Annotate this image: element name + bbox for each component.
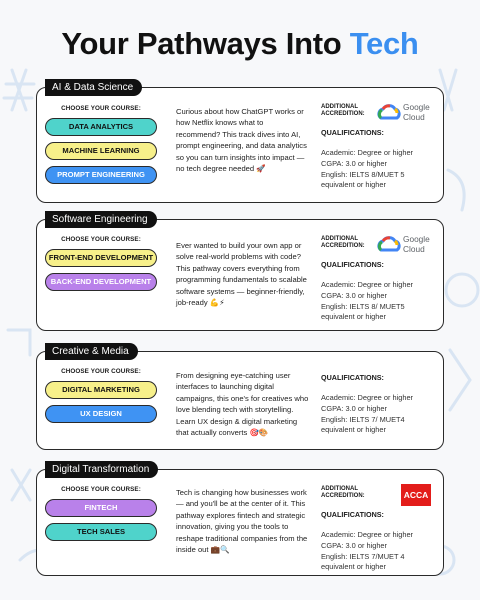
choose-course-label: CHOOSE YOUR COURSE: [61,368,141,375]
accreditation-row [321,484,439,510]
course-list [45,486,157,547]
accreditation-row [321,102,439,128]
qualification-academic: Academic: Degree or higher [321,148,414,157]
qualification-english: English: IELTS 8/ MUET5 equivalent or higher [321,301,405,322]
title-accent: Tech [349,26,419,61]
qualifications-heading: QUALIFICATIONS: [321,510,384,519]
course-machine-learning[interactable]: MACHINE LEARNING [45,142,157,160]
section-tab: Creative & Media [45,343,138,360]
section-card-software [36,214,444,331]
section-info [321,234,439,323]
qualification-academic: Academic: Degree or higher [321,530,414,539]
section-description: Curious about how ChatGPT works or how Netflix knows what to recommend? This track dives into AI, prompt engineering, and data analytics so you can turn insights into impact — no tech degree needed 🚀 [176,107,307,174]
choose-course-label: CHOOSE YOUR COURSE: [61,486,141,493]
acca-logo: ACCA [401,484,431,506]
course-front-end[interactable]: FRONT-END DEVELOPMENT [45,249,157,267]
course-data-analytics[interactable]: DATA ANALYTICS [45,118,157,136]
qualifications-heading: QUALIFICATIONS: [321,373,384,382]
course-ux-design[interactable]: UX DESIGN [45,405,157,423]
accreditation-label: ADDITIONAL ACCREDITION: [321,104,365,118]
accreditation-label: ADDITIONAL ACCREDITION: [321,236,365,250]
section-card-ai-data [36,82,444,203]
course-list [45,236,157,297]
section-description: Ever wanted to build your own app or solve real-world problems with code? This pathway covers everything from programming fundamentals to scalable software systems — beginner-friendly, job-ready 💪⚡ [176,241,307,308]
google-cloud-wordmark: Google Cloud [403,234,430,254]
section-description: From designing eye-catching user interfaces to launching digital campaigns, this one's for creatives who love blending tech with storytelling. Learn UX design & digital marketing that actually converts 🎯🎨 [176,371,309,438]
title-main: Your Pathways Into [61,26,350,61]
qualification-cgpa: CGPA: 3.0 or higher [321,290,387,300]
qualifications-heading: QUALIFICATIONS: [321,128,384,137]
qualification-academic: Academic: Degree or higher [321,280,414,289]
google-cloud-logo [377,102,441,124]
google-cloud-wordmark: Google Cloud [403,102,430,122]
section-description: Tech is changing how businesses work — and you'll be at the center of it. This pathway explores fintech and strategic innovation, giving you the tools to reshape traditional companies from the inside out 💼🔍 [176,488,308,555]
section-info [321,102,439,191]
google-cloud-logo [377,234,441,256]
accreditation-row [321,234,439,260]
course-list [45,105,157,190]
google-cloud-icon [377,236,401,254]
course-digital-marketing[interactable]: DIGITAL MARKETING [45,381,157,399]
google-cloud-icon [377,104,401,122]
course-tech-sales[interactable]: TECH SALES [45,523,157,541]
qualifications-heading: QUALIFICATIONS: [321,260,384,269]
choose-course-label: CHOOSE YOUR COURSE: [61,105,141,112]
qualification-english: English: IELTS 7/ MUET4 equivalent or higher [321,414,405,435]
qualification-english: English: IELTS 7/MUET 4 equivalent or higher [321,551,405,572]
course-prompt-engineering[interactable]: PROMPT ENGINEERING [45,166,157,184]
qualification-cgpa: CGPA: 3.0 or higher [321,158,387,168]
section-tab: Digital Transformation [45,461,158,478]
course-fintech[interactable]: FINTECH [45,499,157,517]
qualification-english: English: IELTS 8/MUET 5 equivalent or higher [321,169,405,190]
choose-course-label: CHOOSE YOUR COURSE: [61,236,141,243]
accreditation-label: ADDITIONAL ACCREDITION: [321,486,365,500]
course-list [45,368,157,429]
section-info [321,484,439,573]
course-back-end[interactable]: BACK-END DEVELOPMENT [45,273,157,291]
page-title [0,26,480,62]
section-card-creative [36,346,444,450]
section-card-digital-transformation [36,464,444,576]
qualification-cgpa: CGPA: 3.0 or higher [321,403,387,413]
section-info [321,373,439,436]
section-tab: Software Engineering [45,211,157,228]
section-tab: AI & Data Science [45,79,142,96]
qualification-academic: Academic: Degree or higher [321,393,414,402]
qualification-cgpa: CGPA: 3.0 or higher [321,540,387,550]
